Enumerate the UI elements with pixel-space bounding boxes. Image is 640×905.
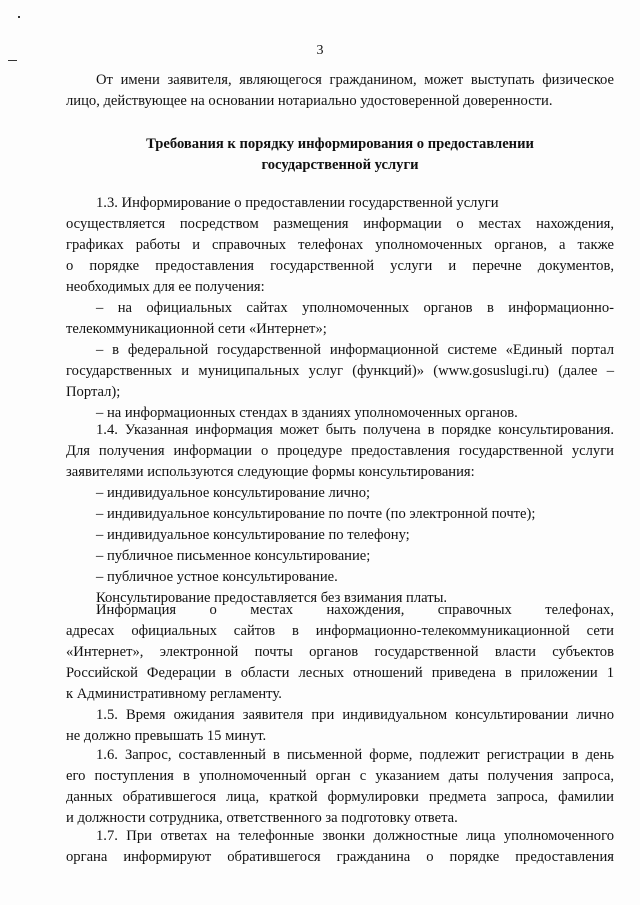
list-item-continuation: Портал); xyxy=(66,384,121,400)
paragraph-1-5 xyxy=(66,705,614,747)
list-item-continuation: государственных и муниципальных услуг (функций)» (www.gosuslugi.ru) (далее – xyxy=(66,363,614,379)
text-line: адресах официальных сайтов в информационно-телекоммуникационной сети xyxy=(66,623,614,639)
text-line: необходимых для ее получения: xyxy=(66,279,265,295)
list-item: – на информационных стендах в зданиях уполномоченных органов. xyxy=(96,405,518,421)
text-line: Для получения информации о процедуре предоставления государственной услуги xyxy=(66,443,614,459)
list-item: – публичное письменное консультирование; xyxy=(96,548,371,564)
text-line: 1.4. Указанная информация может быть получена в порядке консультирования. xyxy=(96,422,614,438)
paragraph-1-6 xyxy=(66,745,614,829)
text-line: 1.6. Запрос, составленный в письменной форме, подлежит регистрации в день xyxy=(96,747,614,763)
text-line: органа информируют обратившегося гражданина о порядке предоставления xyxy=(66,849,614,865)
text-line: лицо, действующее на основании нотариально удостоверенной доверенности. xyxy=(66,93,553,109)
text-line: его поступления в уполномоченный орган с указанием даты получения запроса, xyxy=(66,768,614,784)
text-line: данных обратившегося лица, краткой формулировки предмета запроса, фамилии xyxy=(66,789,614,805)
text-line: Информация о местах нахождения, справочных телефонах, xyxy=(96,602,614,618)
text-line: осуществляется посредством размещения информации о местах нахождения, xyxy=(66,216,614,232)
text-line: заявителями используются следующие формы консультирования: xyxy=(66,464,475,480)
list-item: – публичное устное консультирование. xyxy=(96,569,338,585)
heading-line: государственной услуги xyxy=(261,157,419,173)
list-item: – в федеральной государственной информационной системе «Единый портал xyxy=(96,342,614,358)
text-line: 1.3. Информирование о предоставлении государственной услуги xyxy=(96,195,499,211)
text-line: 1.7. При ответах на телефонные звонки должностные лица уполномоченного xyxy=(96,828,614,844)
paragraph-1-7 xyxy=(66,826,614,868)
list-item: – индивидуальное консультирование по телефону; xyxy=(96,527,410,543)
list-item: – на официальных сайтах уполномоченных органов в информационно- xyxy=(96,300,614,316)
text-line: 1.5. Время ожидания заявителя при индивидуальном консультировании лично xyxy=(96,707,614,723)
text-line: не должно превышать 15 минут. xyxy=(66,728,267,744)
heading-line: Требования к порядку информирования о предоставлении xyxy=(146,136,534,152)
paragraph-1-3 xyxy=(66,193,614,424)
list-item: – индивидуальное консультирование лично; xyxy=(96,485,371,501)
page-number: 3 xyxy=(316,43,324,58)
scan-mark xyxy=(8,60,17,61)
scan-mark xyxy=(18,16,20,18)
text-line: графиках работы и справочных телефонах уполномоченных органов, а также xyxy=(66,237,614,253)
text-line: о порядке предоставления государственной услуги и перечне документов, xyxy=(66,258,614,274)
list-item: – индивидуальное консультирование по почте (по электронной почте); xyxy=(96,506,536,522)
contacts-paragraph xyxy=(66,600,614,705)
list-item-continuation: телекоммуникационной сети «Интернет»; xyxy=(66,321,327,337)
text-line: к Административному регламенту. xyxy=(66,686,282,702)
paragraph-1-4 xyxy=(66,420,614,609)
text-line: Российской Федерации в области лесных отношений приведена в приложении 1 xyxy=(66,665,614,681)
text-line: и должности сотрудника, ответственного за подготовку ответа. xyxy=(66,810,458,826)
text-line: «Интернет», электронной почты органов государственной власти субъектов xyxy=(66,644,614,660)
text-line: От имени заявителя, являющегося гражданином, может выступать физическое xyxy=(96,72,614,88)
text-line: Консультирование предоставляется без взимания платы. xyxy=(96,590,448,606)
section-heading xyxy=(66,134,614,176)
intro-paragraph xyxy=(66,70,614,112)
